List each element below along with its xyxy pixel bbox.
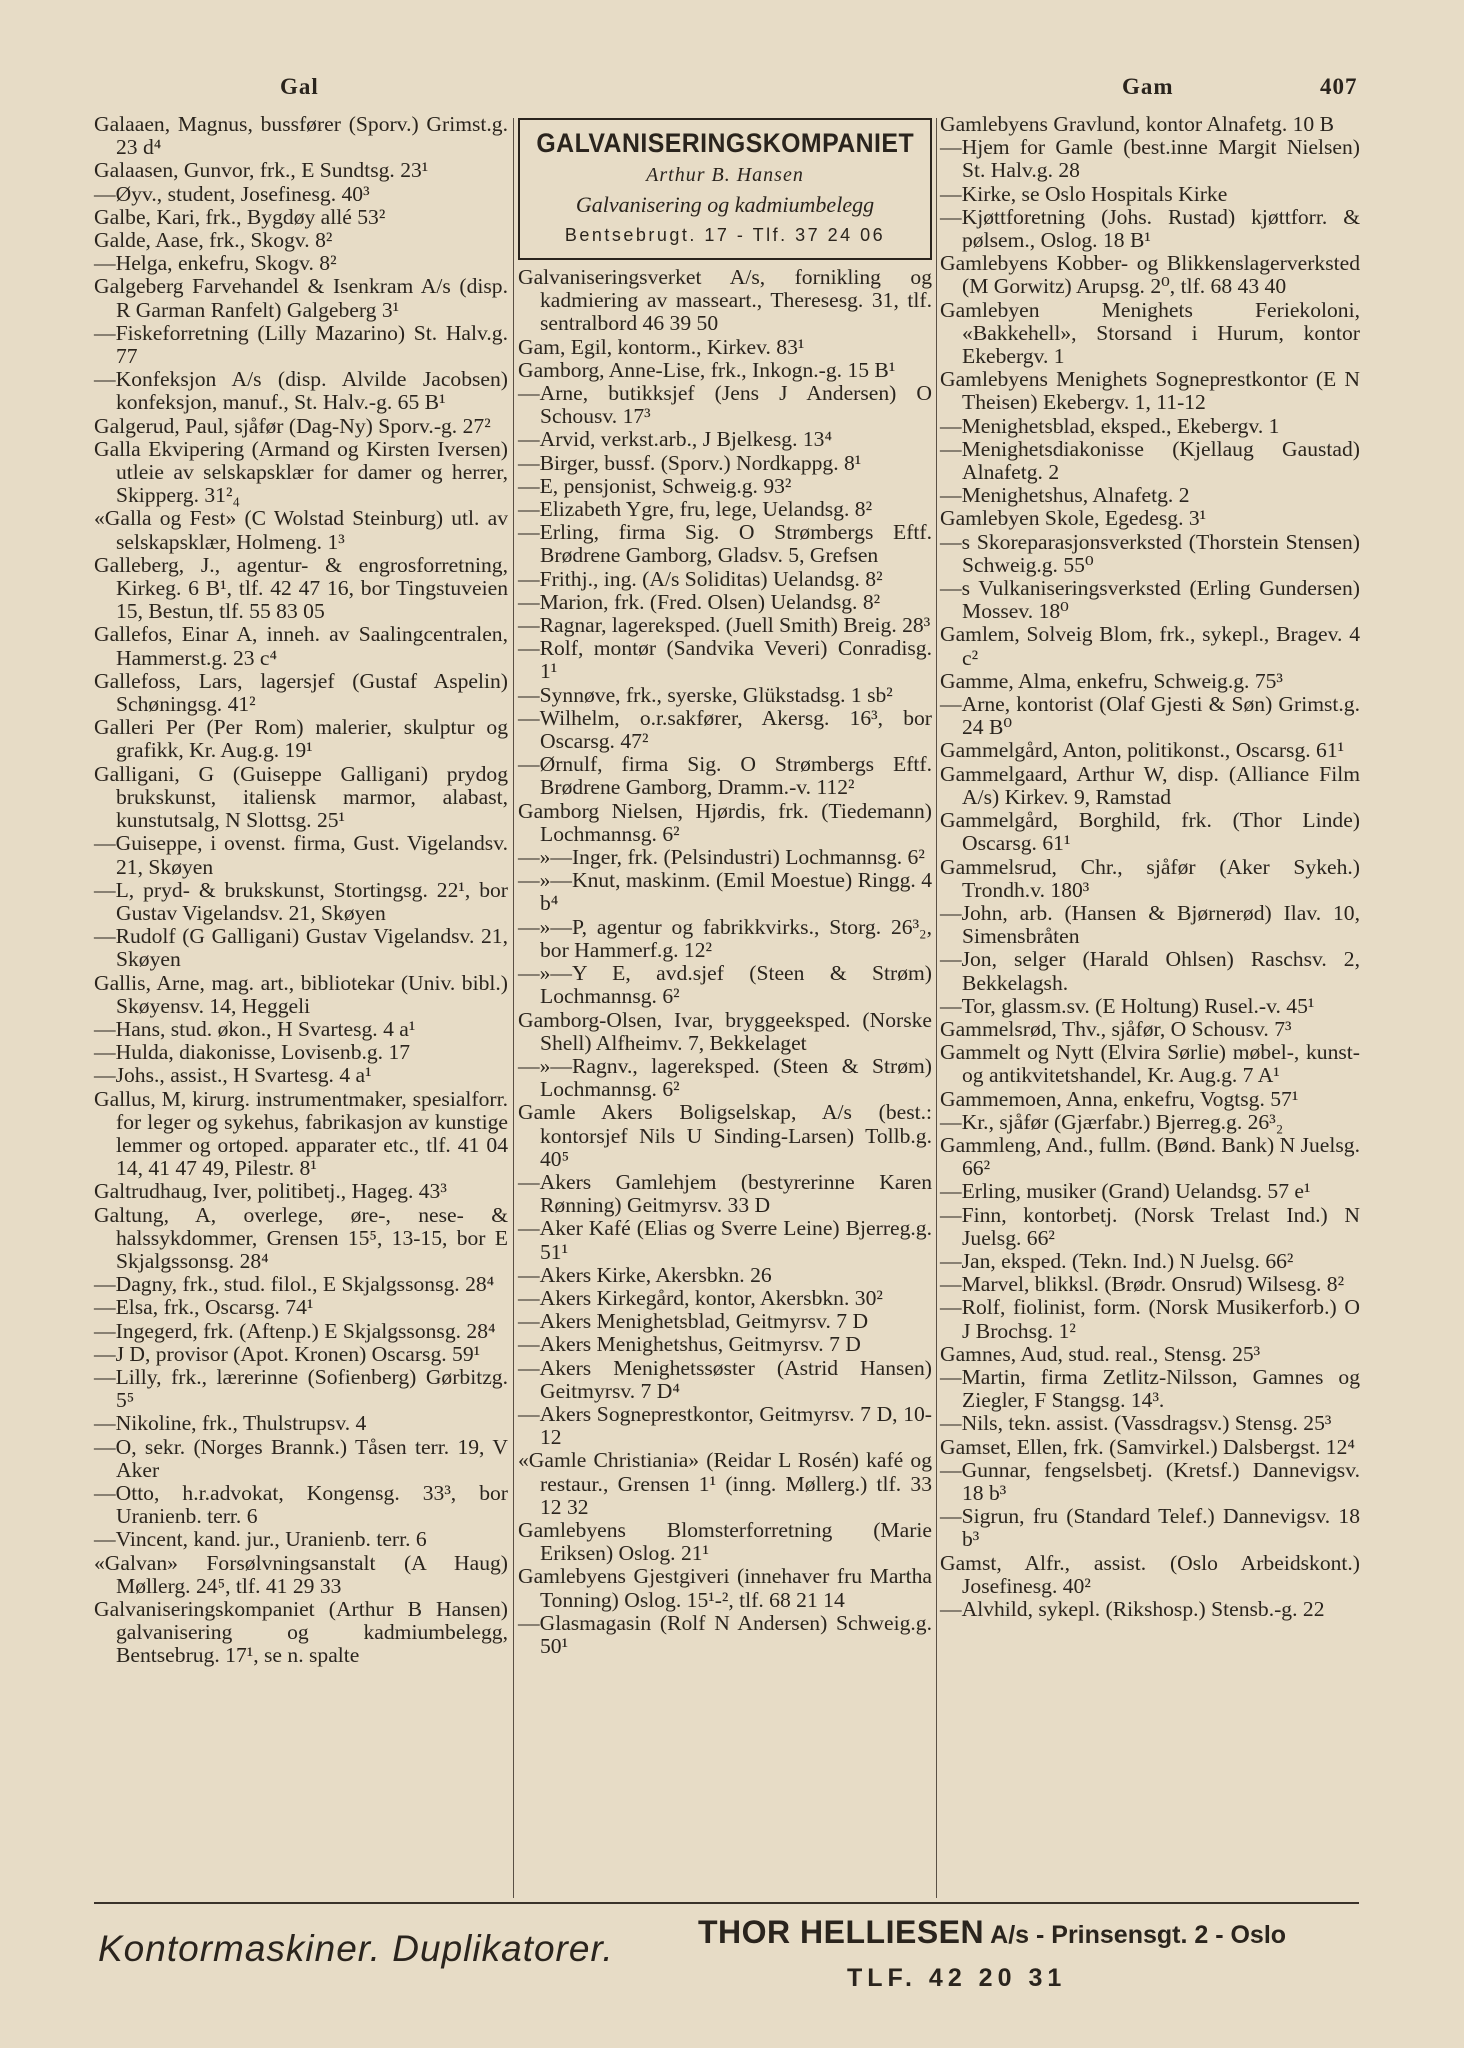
- directory-entry: Gallefoss, Lars, lagersjef (Gustaf Aspelin) Schøningsg. 41²: [94, 668, 508, 717]
- directory-entry: Gamlebyens Gravlund, kontor Alnafetg. 10 B: [940, 112, 1335, 136]
- directory-entry: Galtung, A, overlege, øre-, nese- & halssykdommer, Grensen 15⁵, 13-15, bor E Skjalgssonsg. 28⁴: [94, 1202, 508, 1273]
- directory-entry: —Elizabeth Ygre, fru, lege, Uelandsg. 8²: [518, 497, 873, 522]
- directory-entry: —Rolf, montør (Sandvika Veveri) Conradisg. 1¹: [518, 636, 932, 684]
- footer-telephone: TLF. 42 20 31: [847, 1964, 1067, 1992]
- directory-entry: —Hulda, diakonisse, Lovisenb.g. 17: [94, 1040, 411, 1065]
- directory-entry: Galde, Aase, frk., Skogv. 8²: [94, 228, 333, 253]
- directory-entry: Gamme, Alma, enkefru, Schweig.g. 75³: [940, 668, 1283, 693]
- left-column: [94, 113, 508, 1668]
- directory-entry: —Jan, eksped. (Tekn. Ind.) N Juelsg. 66²: [940, 1248, 1294, 1273]
- directory-entry: —s Skoreparasjonsverksted (Thorstein Stensen) Schweig.g. 55⁰: [940, 529, 1360, 577]
- directory-entry: Galbe, Kari, frk., Bygdøy allé 53²: [94, 204, 386, 229]
- directory-entry: —Jon, selger (Harald Ohlsen) Raschsv. 2, Bekkelagsh.: [940, 947, 1360, 995]
- directory-entry: —Erling, firma Sig. O Strømbergs Eftf. Brødrene Gamborg, Gladsv. 5, Grefsen: [518, 520, 932, 568]
- directory-entry: Gamnes, Aud, stud. real., Stensg. 25³: [940, 1341, 1261, 1366]
- directory-entry: —Akers Sogneprestkontor, Geitmyrsv. 7 D, 10-12: [518, 1401, 932, 1450]
- directory-entry: —Marion, frk. (Fred. Olsen) Uelandsg. 8²: [518, 589, 881, 614]
- directory-entry: Galleberg, J., agentur- & engrosforretning, Kirkeg. 6 B¹, tlf. 42 47 16, bor Tingstuveien 15, Bestun, tlf. 55 83 05: [94, 552, 508, 624]
- directory-entry: —Alvhild, sykepl. (Rikshosp.) Stensb.-g. 22: [940, 1597, 1325, 1621]
- directory-entry: —Martin, firma Zetlitz-Nilsson, Gamnes og Ziegler, F Stangsg. 14³.: [940, 1364, 1360, 1413]
- directory-entry: Gammelsrød, Thv., sjåfør, O Schousv. 7³: [940, 1016, 1292, 1041]
- directory-entry: Gamborg-Olsen, Ivar, bryggeeksped. (Norske Shell) Alfheimv. 7, Bekkelaget: [518, 1007, 932, 1055]
- page-number: 407: [1320, 74, 1358, 99]
- directory-entry: —Konfeksjon A/s (disp. Alvilde Jacobsen) konfeksjon, manuf., St. Halv.-g. 65 B¹: [94, 367, 508, 415]
- directory-entry: —Kr., sjåfør (Gjærfabr.) Bjerreg.g. 26³₂: [940, 1109, 1284, 1134]
- directory-entry: Gallis, Arne, mag. art., bibliotekar (Univ. bibl.) Skøyensv. 14, Heggeli: [94, 970, 508, 1018]
- ad-address: Bentsebrugt. 17 - Tlf. 37 24 06: [564, 225, 886, 245]
- directory-entry: Gammelgaard, Arthur W, disp. (Alliance Film A/s) Kirkev. 9, Ramstad: [940, 761, 1360, 809]
- directory-entry: —Synnøve, frk., syerske, Glükstadsg. 1 sb²: [518, 682, 893, 707]
- footer-rule: [94, 1902, 1359, 1904]
- directory-entry: —Arne, kontorist (Olaf Gjesti & Søn) Grimst.g. 24 B⁰: [940, 692, 1360, 740]
- right-column: [940, 113, 1360, 1621]
- directory-entry: Gam, Egil, kontorm., Kirkev. 83¹: [518, 334, 805, 359]
- directory-entry: —L, pryd- & brukskunst, Stortingsg. 22¹, bor Gustav Vigelandsv. 21, Skøyen: [94, 877, 508, 925]
- footer-company-name: THOR HELLIESEN: [698, 1914, 985, 1950]
- directory-entry: Galla Ekvipering (Armand og Kirsten Iversen) utleie av selskapsklær for damer og herrer, Skipperg. 31²₄: [94, 436, 508, 508]
- directory-entry: —Nils, tekn. assist. (Vassdragsv.) Stensg. 25³: [940, 1411, 1332, 1436]
- directory-entry: —Akers Kirkegård, kontor, Akersbkn. 30²: [518, 1285, 883, 1310]
- directory-entry: —Johs., assist., H Svartesg. 4 a¹: [94, 1063, 372, 1088]
- header-right-word: Gam: [1122, 74, 1174, 99]
- directory-entry: Galaasen, Gunvor, frk., E Sundtsg. 23¹: [94, 158, 429, 183]
- directory-entry: —Hjem for Gamle (best.inne Margit Nielsen) St. Halv.g. 28: [940, 135, 1360, 183]
- middle-column-entries: [518, 266, 932, 1658]
- directory-entry: Gammelgård, Borghild, frk. (Thor Linde) Oscarsg. 61¹: [940, 808, 1360, 856]
- ad-services: Galvanisering og kadmiumbelegg: [575, 192, 875, 217]
- directory-entry: Galaaen, Magnus, bussfører (Sporv.) Grimst.g. 23 d⁴: [94, 112, 508, 160]
- directory-entry: —Finn, kontorbetj. (Norsk Trelast Ind.) N Juelsg. 66²: [940, 1202, 1360, 1250]
- directory-entry: —Menighetsblad, eksped., Ekebergv. 1: [940, 413, 1280, 438]
- ad-owner: Arthur B. Hansen: [646, 164, 804, 186]
- directory-entry: Galleri Per (Per Rom) malerier, skulptur og grafikk, Kr. Aug.g. 19¹: [94, 715, 508, 763]
- directory-entry: —Ingegerd, frk. (Aftenp.) E Skjalgssonsg. 28⁴: [94, 1318, 496, 1343]
- directory-entry: —E, pensjonist, Schweig.g. 93²: [518, 473, 792, 498]
- directory-entry: —Kirke, se Oslo Hospitals Kirke: [940, 181, 1228, 206]
- directory-entry: Gamle Akers Boligselskap, A/s (best.: kontorsjef Nils U Sinding-Larsen) Tollb.g. 40⁵: [518, 1100, 932, 1171]
- directory-entry: Gamborg Nielsen, Hjørdis, frk. (Tiedemann) Lochmannsg. 6²: [518, 798, 932, 846]
- directory-entry: «Gamle Christiania» (Reidar L Rosén) kafé og restaur., Grensen 1¹ (inng. Møllerg.) tlf. 33 12 32: [518, 1448, 932, 1519]
- directory-entry: Gamlebyens Blomsterforretning (Marie Eriksen) Oslog. 21¹: [518, 1517, 932, 1566]
- directory-entry: —Otto, h.r.advokat, Kongensg. 33³, bor Uranienb. terr. 6: [94, 1480, 508, 1529]
- directory-entry: —Gunnar, fengselsbetj. (Kretsf.) Dannevigsv. 18 b³: [940, 1457, 1360, 1505]
- directory-entry: Galvaniseringskompaniet (Arthur B Hansen) galvanisering og kadmiumbelegg, Bentsebrug. 17¹, se n. spalte: [94, 1597, 508, 1668]
- directory-entry: —Ragnar, lagereksped. (Juell Smith) Breig. 28³: [518, 613, 931, 638]
- advertisement-box: [518, 118, 932, 260]
- directory-entry: —Erling, musiker (Grand) Uelandsg. 57 e¹: [940, 1179, 1311, 1204]
- directory-entry: Galgeberg Farvehandel & Isenkram A/s (disp. R Garman Ranfelt) Galgeberg 3¹: [94, 274, 508, 322]
- directory-entry: —Dagny, frk., stud. filol., E Skjalgssonsg. 28⁴: [94, 1272, 495, 1297]
- directory-entry: —Menighetsdiakonisse (Kjellaug Gaustad) Alnafetg. 2: [940, 436, 1360, 485]
- directory-entry: Gallefos, Einar A, inneh. av Saalingcentralen, Hammerst.g. 23 c⁴: [94, 622, 508, 670]
- directory-entry: Gamlebyens Kobber- og Blikkenslagerverksted (M Gorwitz) Arupsg. 2⁰, tlf. 68 43 40: [940, 251, 1360, 299]
- directory-entry: Gammemoen, Anna, enkefru, Vogtsg. 57¹: [940, 1086, 1299, 1111]
- directory-entry: —Vincent, kand. jur., Uranienb. terr. 6: [94, 1527, 427, 1552]
- footer-company-address: A/s - Prinsensgt. 2 - Oslo: [984, 1921, 1287, 1949]
- directory-entry: Gallus, M, kirurg. instrumentmaker, spesialforr. for leger og sykehus, fabrikasjon av kunstige lemmer og ortoped. apparater etc., tlf. 41 04 14, 41 47 49, Pilestr. 8¹: [94, 1086, 508, 1181]
- directory-entry: —Menighetshus, Alnafetg. 2: [940, 483, 1190, 508]
- directory-entry: —Marvel, blikksl. (Brødr. Onsrud) Wilsesg. 8²: [940, 1272, 1345, 1297]
- directory-entry: Gammelgård, Anton, politikonst., Oscarsg. 61¹: [940, 738, 1345, 763]
- directory-entry: —Akers Menighetssøster (Astrid Hansen) Geitmyrsv. 7 D⁴: [518, 1355, 932, 1403]
- directory-entry: —O, sekr. (Norges Brannk.) Tåsen terr. 19, V Aker: [94, 1434, 508, 1482]
- directory-entry: —Helga, enkefru, Skogv. 8²: [94, 251, 337, 276]
- directory-entry: Gamlem, Solveig Blom, frk., sykepl., Bragev. 4 c²: [940, 622, 1360, 670]
- directory-entry: —Nikoline, frk., Thulstrupsv. 4: [94, 1411, 367, 1436]
- directory-entry: —Arne, butikksjef (Jens J Andersen) O Schousv. 17³: [518, 381, 932, 429]
- directory-entry: —Birger, bussf. (Sporv.) Nordkappg. 8¹: [518, 450, 862, 475]
- footer-slogan: Kontormaskiner. Duplikatorer.: [98, 1928, 614, 1969]
- directory-entry: —Elsa, frk., Oscarsg. 74¹: [94, 1295, 314, 1320]
- directory-entry: Gamlebyens Menighets Sogneprestkontor (E N Theisen) Ekebergv. 1, 11-12: [940, 367, 1360, 415]
- directory-entry: Gammelsrud, Chr., sjåfør (Aker Sykeh.) Trondh.v. 180³: [940, 854, 1360, 902]
- header-left-word: Gal: [280, 74, 319, 99]
- directory-entry: —»—Inger, frk. (Pelsindustri) Lochmannsg. 6²: [518, 845, 925, 870]
- directory-entry: —Akers Kirke, Akersbkn. 26: [518, 1262, 772, 1287]
- directory-entry: —Wilhelm, o.r.sakfører, Akersg. 16³, bor Oscarsg. 47²: [518, 705, 932, 754]
- directory-entry: —Akers Menighetshus, Geitmyrsv. 7 D: [518, 1332, 861, 1357]
- directory-entry: Galgerud, Paul, sjåfør (Dag-Ny) Sporv.-g. 27²: [94, 413, 491, 438]
- directory-entry: —Rudolf (G Galligani) Gustav Vigelandsv. 21, Skøyen: [94, 924, 508, 972]
- directory-entry: Gamlebyens Gjestgiveri (innehaver fru Martha Tonning) Oslog. 15¹-², tlf. 68 21 14: [518, 1564, 932, 1612]
- directory-entry: Galligani, G (Guiseppe Galligani) prydog brukskunst, italiensk marmor, alabast, kunstutsalg, N Slottsg. 25¹: [94, 761, 508, 833]
- directory-entry: Gamlebyen Menighets Feriekoloni, «Bakkehell», Storsand i Hurum, kontor Ekebergv. 1: [940, 297, 1360, 369]
- directory-entry: —Akers Menighetsblad, Geitmyrsv. 7 D: [518, 1309, 869, 1334]
- directory-entry: —John, arb. (Hansen & Bjørnerød) Ilav. 10, Simensbråten: [940, 900, 1360, 949]
- directory-entry: —Rolf, fiolinist, form. (Norsk Musikerforb.) O J Brochsg. 1²: [940, 1295, 1360, 1343]
- directory-entry: —s Vulkaniseringsverksted (Erling Gundersen) Mossev. 18⁰: [940, 576, 1360, 624]
- directory-entry: «Galvan» Forsølvningsanstalt (A Haug) Møllerg. 24⁵, tlf. 41 29 33: [94, 1550, 508, 1598]
- directory-entry: Gamborg, Anne-Lise, frk., Inkogn.-g. 15 B¹: [518, 357, 896, 382]
- directory-entry: Gamlebyen Skole, Egedesg. 3¹: [940, 506, 1207, 531]
- directory-entry: —Kjøttforetning (Johs. Rustad) kjøttforr. & pølsem., Oslog. 18 B¹: [940, 204, 1360, 253]
- directory-entry: Gammelt og Nytt (Elvira Sørlie) møbel-, kunst- og antikvitetshandel, Kr. Aug.g. 7 A¹: [940, 1040, 1360, 1088]
- column-divider: [513, 118, 514, 1898]
- directory-entry: —Arvid, verkst.arb., J Bjelkesg. 13⁴: [518, 427, 832, 452]
- directory-entry: —»—Knut, maskinm. (Emil Moestue) Ringg. 4 b⁴: [518, 868, 932, 916]
- directory-entry: —Lilly, frk., lærerinne (Sofienberg) Gørbitzg. 5⁵: [94, 1364, 508, 1413]
- directory-entry: Gammleng, And., fullm. (Bønd. Bank) N Juelsg. 66²: [940, 1132, 1360, 1181]
- directory-entry: —J D, provisor (Apot. Kronen) Oscarsg. 59¹: [94, 1341, 481, 1366]
- footer-company: [698, 1914, 1286, 1951]
- directory-entry: —Øyv., student, Josefinesg. 40³: [94, 181, 370, 206]
- directory-entry: «Galla og Fest» (C Wolstad Steinburg) utl. av selskapsklær, Holmeng. 1³: [94, 506, 508, 554]
- directory-entry: —»—Ragnv., lagereksped. (Steen & Strøm) Lochmannsg. 6²: [518, 1053, 932, 1102]
- directory-entry: —Glasmagasin (Rolf N Andersen) Schweig.g. 50¹: [518, 1610, 932, 1658]
- ad-title: GALVANISERINGSKOMPANIET: [536, 128, 915, 158]
- directory-entry: Gamst, Alfr., assist. (Oslo Arbeidskont.) Josefinesg. 40²: [940, 1550, 1360, 1598]
- directory-entry: —Guiseppe, i ovenst. firma, Gust. Vigelandsv. 21, Skøyen: [94, 831, 508, 879]
- column-divider: [936, 118, 937, 1898]
- directory-entry: —»—Y E, avd.sjef (Steen & Strøm) Lochmannsg. 6²: [518, 961, 932, 1009]
- directory-entry: Galtrudhaug, Iver, politibetj., Hageg. 43³: [94, 1179, 447, 1204]
- directory-entry: —Sigrun, fru (Standard Telef.) Dannevigsv. 18 b³: [940, 1504, 1360, 1552]
- directory-entry: Galvaniseringsverket A/s, fornikling og kadmiering av masseart., Theresesg. 31, tlf. sentralbord 46 39 50: [518, 265, 932, 336]
- directory-entry: —Akers Gamlehjem (bestyrerinne Karen Rønning) Geitmyrsv. 33 D: [518, 1169, 932, 1218]
- directory-entry: —Aker Kafé (Elias og Sverre Leine) Bjerreg.g. 51¹: [518, 1216, 932, 1264]
- directory-entry: —»—P, agentur og fabrikkvirks., Storg. 26³₂, bor Hammerf.g. 12²: [518, 914, 932, 962]
- directory-entry: —Frithj., ing. (A/s Soliditas) Uelandsg. 8²: [518, 566, 883, 591]
- directory-entry: —Hans, stud. økon., H Svartesg. 4 a¹: [94, 1016, 416, 1041]
- directory-entry: —Fiskeforretning (Lilly Mazarino) St. Halv.g. 77: [94, 320, 508, 369]
- directory-entry: Gamset, Ellen, frk. (Samvirkel.) Dalsbergst. 12⁴: [940, 1434, 1355, 1459]
- middle-column: [518, 118, 932, 1658]
- directory-entry: —Tor, glassm.sv. (E Holtung) Rusel.-v. 45¹: [940, 993, 1315, 1018]
- directory-entry: —Ørnulf, firma Sig. O Strømbergs Eftf. Brødrene Gamborg, Dramm.-v. 112²: [518, 752, 932, 800]
